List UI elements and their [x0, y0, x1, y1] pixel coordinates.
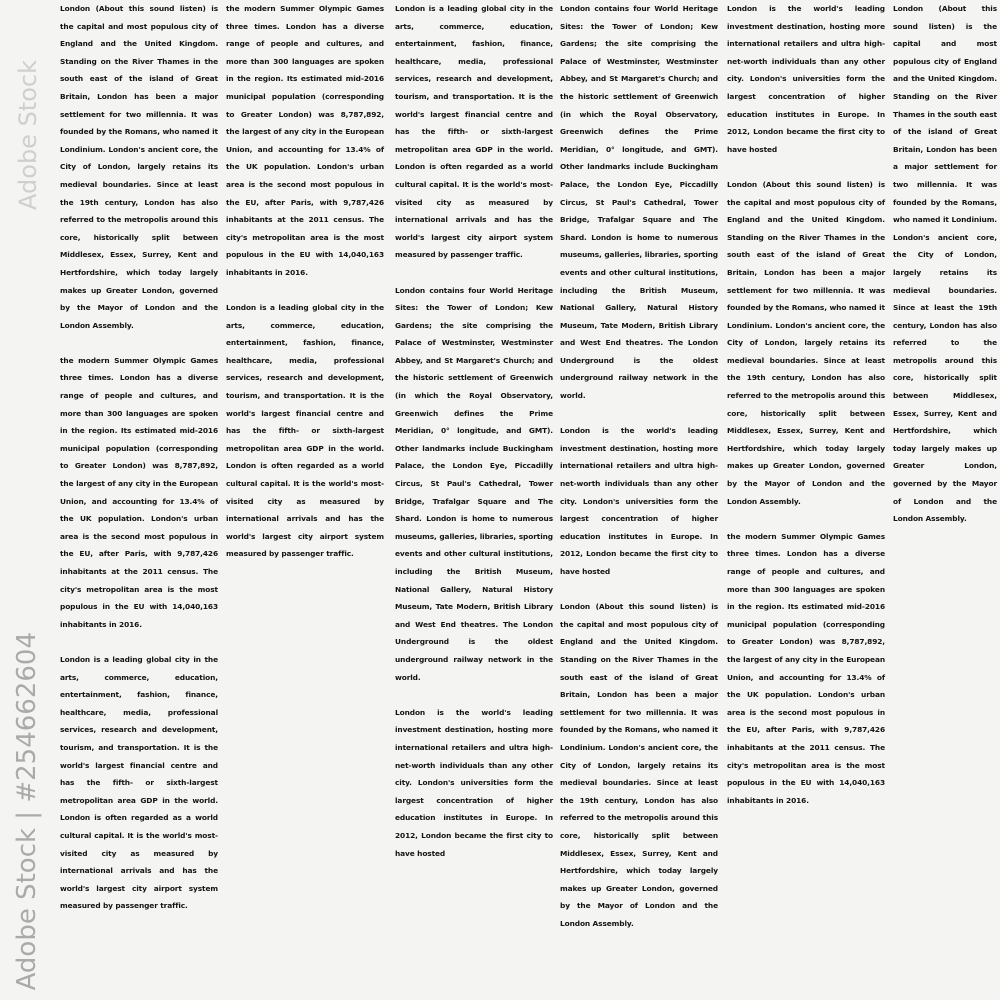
text-column: [60, 0, 218, 932]
article-paragraph: London is the world's leading investment destination, hosting more international retailers and ultra high-net-worth individuals than any other city. London's universities form the largest concentration of higher education institutes in Europe. In 2012, London became the first city to have hosted: [727, 4, 885, 154]
article-paragraph: London (About this sound listen) is the capital and most populous city of England and the United Kingdom. Standing on the River Thames in the south east of the island of Great Britain, London has been a major settlement for two millennia. It was founded by the Romans, who named it Londinium. London's ancient core, the City of London, largely retains its medieval boundaries. Since at least the 19th century, London has also referred to the metropolis around this core, historically split between Middlesex, Essex, Surrey, Kent and Hertfordshire, which today largely makes up Greater London, governed by the Mayor of London and the London Assembly.: [560, 602, 718, 928]
text-column: [226, 0, 384, 581]
article-paragraph: the modern Summer Olympic Games three times. London has a diverse range of people and cultures, and more than 300 languages are spoken in the region. Its estimated mid-2016 municipal population (corresponding to Greater London) was 8,787,892, the largest of any city in the European Union, and accounting for 13.4% of the UK population. London's urban area is the second most populous in the EU, after Paris, with 9,787,426 inhabitants at the 2011 census. The city's metropolitan area is the most populous in the EU with 14,040,163 inhabitants in 2016.: [226, 4, 384, 277]
article-paragraph: London is a leading global city in the arts, commerce, education, entertainment, fashion, finance, healthcare, media, professional services, research and development, tourism, and transportation. It is the world's largest financial centre and has the fifth- or sixth-largest metropolitan area GDP in the world. London is often regarded as a world cultural capital. It is the world's most-visited city as measured by international arrivals and has the world's largest city airport system measured by passenger traffic.: [395, 4, 553, 260]
article-paragraph: London is a leading global city in the arts, commerce, education, entertainment, fashion, finance, healthcare, media, professional services, research and development, tourism, and transportation. It is the world's largest financial centre and has the fifth- or sixth-largest metropolitan area GDP in the world. London is often regarded as a world cultural capital. It is the world's most-visited city as measured by international arrivals and has the world's largest city airport system measured by passenger traffic.: [60, 654, 218, 911]
text-column: [727, 0, 885, 827]
article-paragraph: London contains four World Heritage Sites: the Tower of London; Kew Gardens; the site comprising the Palace of Westminster, Westminster Abbey, and St Margaret's Church; and the historic settlement of Greenwich (in which the Royal Observatory, Greenwich defines the Prime Meridian, 0° longitude, and GMT). Other landmarks include Buckingham Palace, the London Eye, Piccadilly Circus, St Paul's Cathedral, Tower Bridge, Trafalgar Square and The Shard. London is home to numerous museums, galleries, libraries, sporting events and other cultural institutions, including the British Museum, National Gallery, Natural History Museum, Tate Modern, British Library and West End theatres. The London Underground is the oldest underground railway network in the world.: [560, 4, 718, 401]
article-paragraph: London is the world's leading investment destination, hosting more international retailers and ultra high-net-worth individuals than any other city. London's universities form the largest concentration of higher education institutes in Europe. In 2012, London became the first city to have hosted: [560, 426, 718, 576]
text-column: [395, 0, 553, 880]
faint-watermark: Adobe Stock: [14, 60, 42, 210]
article-paragraph: the modern Summer Olympic Games three times. London has a diverse range of people and cultures, and more than 300 languages are spoken in the region. Its estimated mid-2016 municipal population (corresponding to Greater London) was 8,787,892, the largest of any city in the European Union, and accounting for 13.4% of the UK population. London's urban area is the second most populous in the EU, after Paris, with 9,787,426 inhabitants at the 2011 census. The city's metropolitan area is the most populous in the EU with 14,040,163 inhabitants in 2016.: [60, 355, 218, 629]
text-column: [560, 0, 718, 950]
article-paragraph: London contains four World Heritage Sites: the Tower of London; Kew Gardens; the site comprising the Palace of Westminster, Westminster Abbey, and St Margaret's Church; and the historic settlement of Greenwich (in which the Royal Observatory, Greenwich defines the Prime Meridian, 0° longitude, and GMT). Other landmarks include Buckingham Palace, the London Eye, Piccadilly Circus, St Paul's Cathedral, Tower Bridge, Trafalgar Square and The Shard. London is home to numerous museums, galleries, libraries, sporting events and other cultural institutions, including the British Museum, National Gallery, Natural History Museum, Tate Modern, British Library and West End theatres. The London Underground is the oldest underground railway network in the world.: [395, 285, 553, 682]
article-paragraph: London (About this sound listen) is the capital and most populous city of England and the United Kingdom. Standing on the River Thames in the south east of the island of Great Britain, London has been a major settlement for two millennia. It was founded by the Romans, who named it Londinium. London's ancient core, the City of London, largely retains its medieval boundaries. Since at least the 19th century, London has also referred to the metropolis around this core, historically split between Middlesex, Essex, Surrey, Kent and Hertfordshire, which today largely makes up Greater London, governed by the Mayor of London and the London Assembly.: [893, 4, 997, 524]
text-column: [893, 0, 997, 545]
article-paragraph: London (About this sound listen) is the capital and most populous city of England and the United Kingdom. Standing on the River Thames in the south east of the island of Great Britain, London has been a major settlement for two millennia. It was founded by the Romans, who named it Londinium. London's ancient core, the City of London, largely retains its medieval boundaries. Since at least the 19th century, London has also referred to the metropolis around this core, historically split between Middlesex, Essex, Surrey, Kent and Hertfordshire, which today largely makes up Greater London, governed by the Mayor of London and the London Assembly.: [727, 179, 885, 506]
article-paragraph: the modern Summer Olympic Games three times. London has a diverse range of people and cultures, and more than 300 languages are spoken in the region. Its estimated mid-2016 municipal population (corresponding to Greater London) was 8,787,892, the largest of any city in the European Union, and accounting for 13.4% of the UK population. London's urban area is the second most populous in the EU, after Paris, with 9,787,426 inhabitants at the 2011 census. The city's metropolitan area is the most populous in the EU with 14,040,163 inhabitants in 2016.: [727, 531, 885, 805]
watermark-strip: [0, 0, 54, 1000]
article-paragraph: London is the world's leading investment destination, hosting more international retailers and ultra high-net-worth individuals than any other city. London's universities form the largest concentration of higher education institutes in Europe. In 2012, London became the first city to have hosted: [395, 707, 553, 858]
stock-watermark: Adobe Stock | #254662604: [12, 631, 42, 990]
article-paragraph: London (About this sound listen) is the capital and most populous city of England and the United Kingdom. Standing on the River Thames in the south east of the island of Great Britain, London has been a major settlement for two millennia. It was founded by the Romans, who named it Londinium. London's ancient core, the City of London, largely retains its medieval boundaries. Since at least the 19th century, London has also referred to the metropolis around this core, historically split between Middlesex, Essex, Surrey, Kent and Hertfordshire, which today largely makes up Greater London, governed by the Mayor of London and the London Assembly.: [60, 4, 218, 330]
article-paragraph: London is a leading global city in the arts, commerce, education, entertainment, fashion, finance, healthcare, media, professional services, research and development, tourism, and transportation. It is the world's largest financial centre and has the fifth- or sixth-largest metropolitan area GDP in the world. London is often regarded as a world cultural capital. It is the world's most-visited city as measured by international arrivals and has the world's largest city airport system measured by passenger traffic.: [226, 303, 384, 559]
